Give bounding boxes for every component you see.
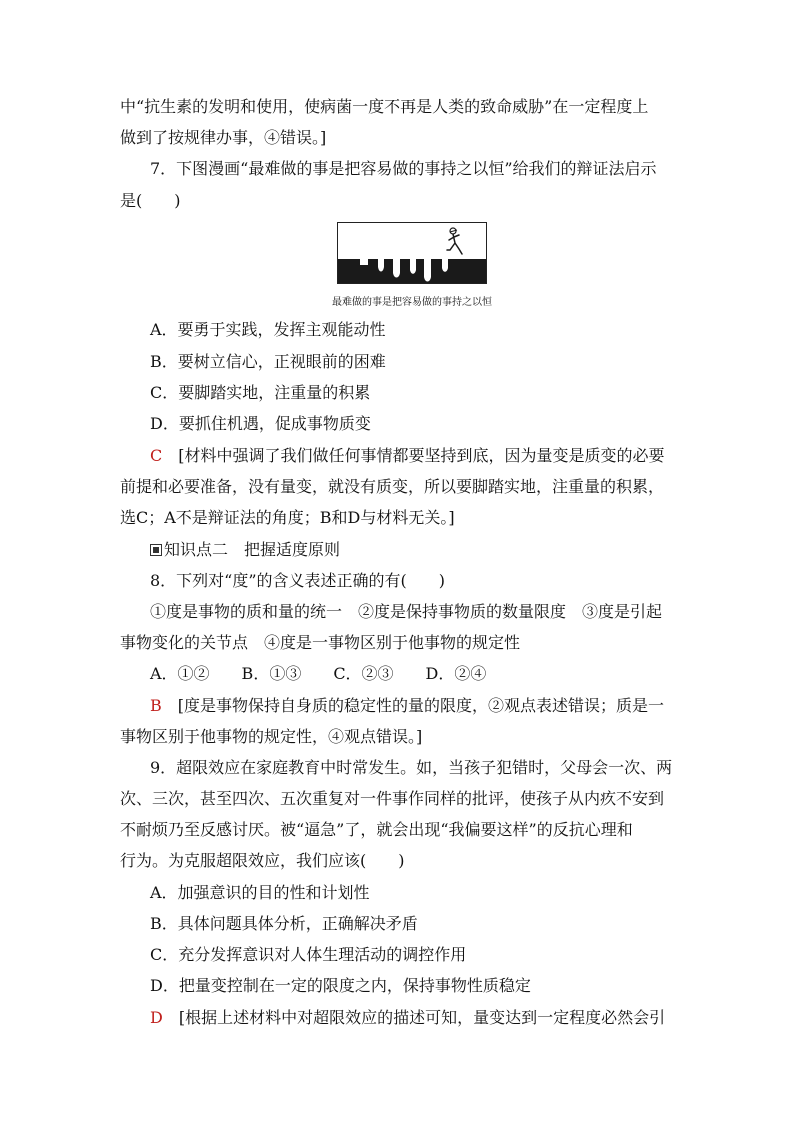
question-7-option-c: C．要脚踏实地，注重量的积累 <box>150 383 371 402</box>
question-9-explanation <box>150 1008 680 1028</box>
section-title: 知识点二 把握适度原则 <box>164 540 341 559</box>
question-9-option-d: D．把量变控制在一定的限度之内，保持事物性质稳定 <box>150 976 531 995</box>
answer-letter: B <box>150 696 162 715</box>
question-7-stem: 7．下图漫画“最难做的事是把容易做的事持之以恒”给我们的辩证法启示 <box>150 159 657 178</box>
section-heading <box>150 540 680 560</box>
question-7-option-a: A．要勇于实践，发挥主观能动性 <box>150 320 386 339</box>
question-8-items: 事物变化的关节点 ④度是一事物区别于他事物的规定性 <box>120 633 521 652</box>
question-8-explanation: 事物区别于他事物的规定性，④观点错误。] <box>120 727 423 746</box>
question-9-stem: 不耐烦乃至反感讨厌。被“逼急”了，就会出现“我偏要这样”的反抗心理和 <box>120 820 633 839</box>
answer-letter: C <box>150 446 163 465</box>
question-9-option-b: B．具体问题具体分析，正确解决矛盾 <box>150 914 418 933</box>
cartoon-runner-on-ridge-icon <box>338 223 487 284</box>
question-7-stem: 是( ) <box>120 191 181 210</box>
cartoon-figure <box>337 222 487 284</box>
question-9-stem: 次、三次，甚至四次、五次重复对一件事作同样的批评，使孩子从内疚不安到 <box>120 789 665 808</box>
text-line: 做到了按规律办事，④错误。] <box>120 128 327 147</box>
question-7-option-d: D．要抓住机遇，促成事物质变 <box>150 414 371 433</box>
question-9-stem: 行为。为克服超限效应，我们应该( ) <box>120 851 405 870</box>
figure-caption: 最难做的事是把容易做的事持之以恒 <box>332 297 492 308</box>
question-8-stem: 8．下列对“度”的含义表述正确的有( ) <box>150 571 446 590</box>
question-9-option-a: A．加强意识的目的性和计划性 <box>150 883 370 902</box>
explanation-text: [度是事物保持自身质的稳定性的量的限度，②观点表述错误；质是一 <box>161 696 665 715</box>
question-8-options: A．①② B．①③ C．②③ D．②④ <box>150 664 487 683</box>
answer-letter: D <box>150 1008 163 1027</box>
question-9-option-c: C．充分发挥意识对人体生理活动的调控作用 <box>150 945 467 964</box>
text-line: 中“抗生素的发明和使用，使病菌一度不再是人类的致命威胁”在一定程度上 <box>120 97 649 116</box>
question-9-stem: 9．超限效应在家庭教育中时常发生。如，当孩子犯错时，父母会一次、两 <box>150 758 673 777</box>
explanation-text: [根据上述材料中对超限效应的描述可知，量变达到一定程度必然会引 <box>162 1008 666 1027</box>
question-7-explanation: 选C；A不是辩证法的角度；B和D与材料无关。] <box>120 508 455 527</box>
question-8-items: ①度是事物的质和量的统一 ②度是保持事物质的数量限度 ③度是引起 <box>150 602 663 621</box>
question-7-explanation: 前提和必要准备，没有量变，就没有质变，所以要脚踏实地，注重量的积累， <box>120 477 665 496</box>
question-7-option-b: B．要树立信心，正视眼前的困难 <box>150 352 386 371</box>
question-7-explanation <box>150 446 680 466</box>
section-marker-icon <box>150 544 162 556</box>
explanation-text: [材料中强调了我们做任何事情都要坚持到底，因为量变是质变的必要 <box>162 446 665 465</box>
question-8-explanation <box>150 696 680 716</box>
